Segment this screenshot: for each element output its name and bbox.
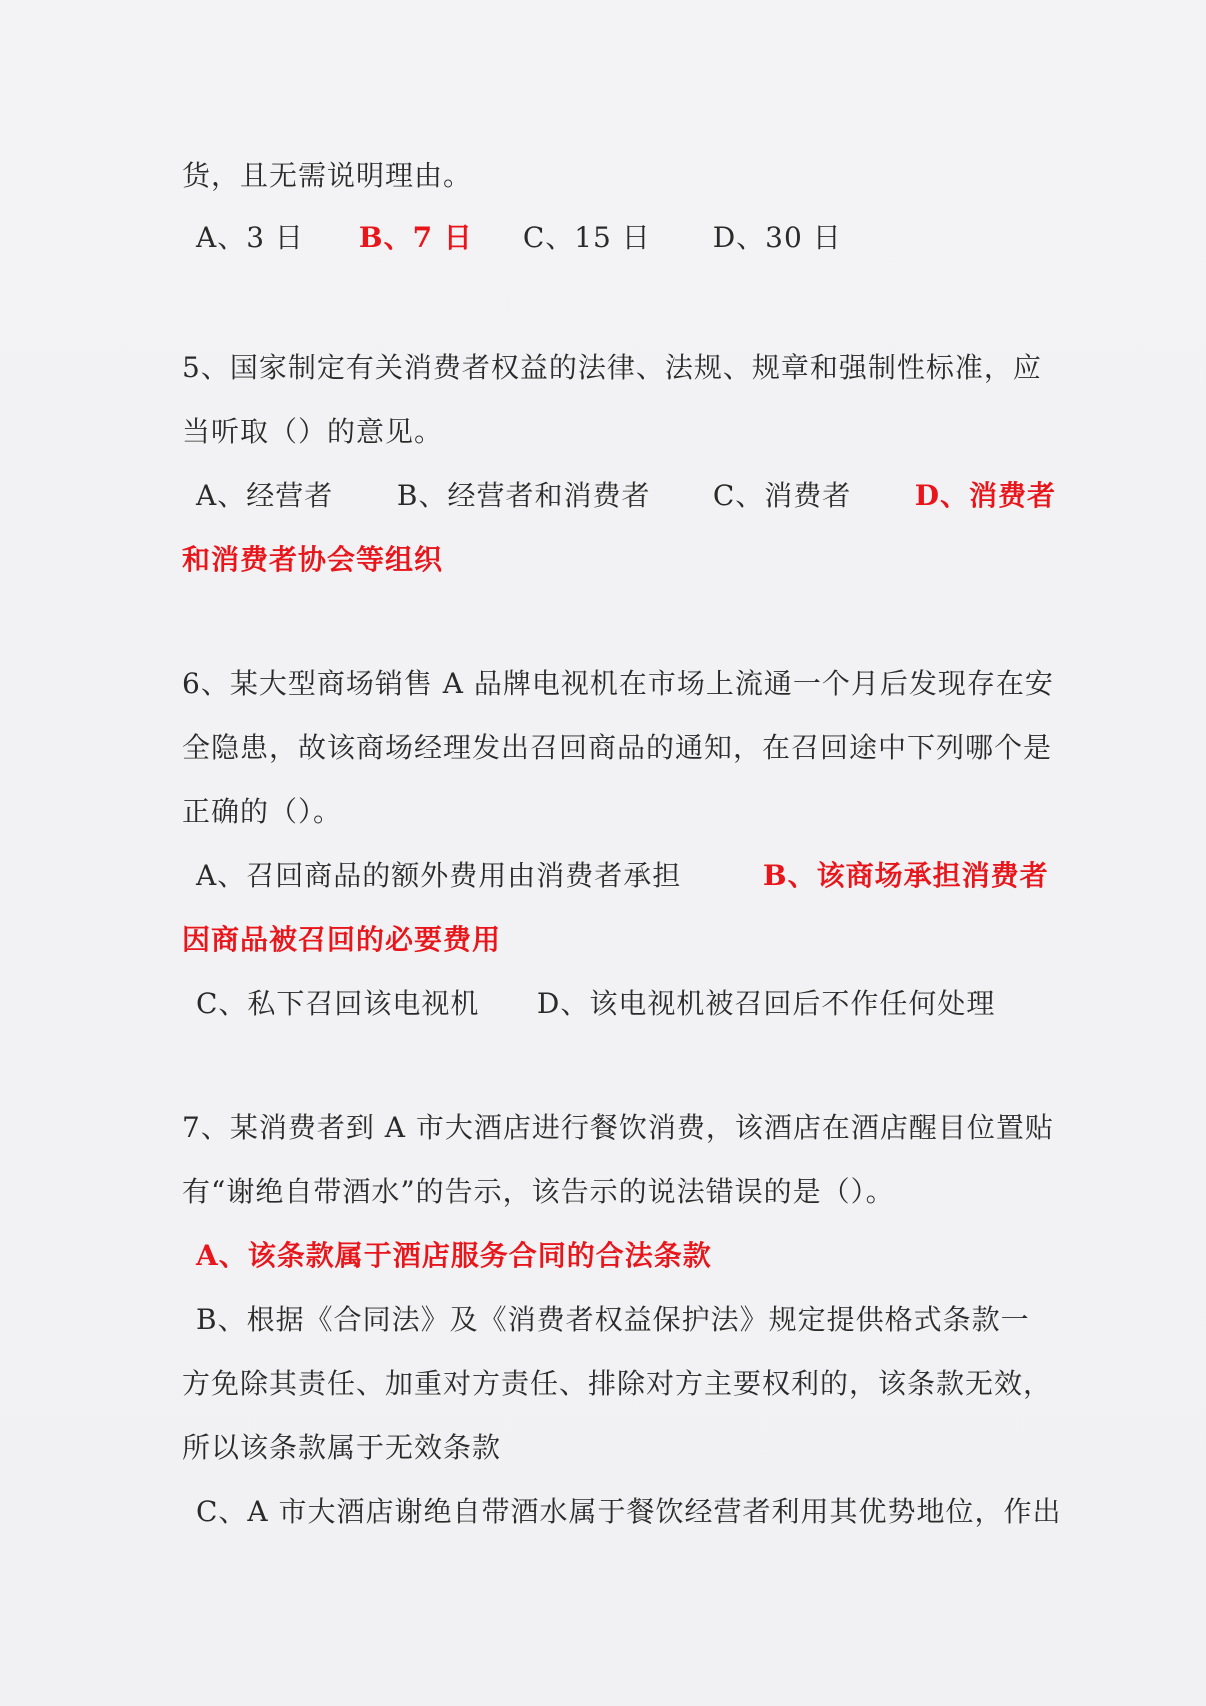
q5-options [182,476,1056,516]
q7-option-b-line2: 方免除其责任、加重对方责任、排除对方主要权利的，该条款无效， [182,1367,1053,1400]
q5-option-a: A、经营者 [196,479,334,512]
q4-option-c: C、15 日 [522,221,651,254]
q5-option-b: B、经营者和消费者 [396,479,651,512]
q6-options-row1 [182,856,1049,896]
q5-option-c: C、消费者 [712,479,852,512]
q5-stem-line1: 5、国家制定有关消费者权益的法律、法规、规章和强制性标准，应 [182,351,1042,384]
q6-option-b-answer-cont: 因商品被召回的必要费用 [182,923,502,956]
q6-options-row2 [182,984,995,1024]
q4-text-continuation [182,156,472,196]
q6-stem-line2: 全隐患，故该商场经理发出召回商品的通知，在召回途中下列哪个是 [182,731,1053,764]
q7-stem-line1: 7、某消费者到 A 市大酒店进行餐饮消费，该酒店在酒店醒目位置贴 [182,1111,1054,1144]
q4-continuation: 货，且无需说明理由。 [182,159,473,192]
q4-option-b-answer: B、7 日 [358,221,473,254]
q7-option-b-line3: 所以该条款属于无效条款 [182,1431,502,1464]
q5-option-d-answer-cont: 和消费者协会等组织 [182,543,444,576]
q7-option-a-answer: A、该条款属于酒店服务合同的合法条款 [196,1239,712,1272]
q6-stem-line1: 6、某大型商场销售 A 品牌电视机在市场上流通一个月后发现存在安 [182,667,1054,700]
q6-option-a: A、召回商品的额外费用由消费者承担 [196,859,682,892]
q6-option-d: D、该电视机被召回后不作任何处理 [536,987,996,1020]
q7-option-c-line1: C、A 市大酒店谢绝自带酒水属于餐饮经营者利用其优势地位，作出 [196,1495,1062,1528]
q5-stem-line2: 当听取（）的意见。 [182,415,444,448]
q5-option-d-answer: D、消费者 [914,479,1057,512]
q4-options [182,218,842,258]
q6-option-c: C、私下召回该电视机 [196,987,480,1020]
q6-stem-line3: 正确的（）。 [182,795,343,828]
q4-option-a: A、3 日 [196,221,304,254]
q7-stem-line2: 有“谢绝自带酒水”的告示，该告示的说法错误的是（）。 [182,1175,895,1208]
q6-option-b-answer: B、该商场承担消费者 [762,859,1049,892]
q4-option-d: D、30 日 [712,221,842,254]
q7-option-b-line1: B、根据《合同法》及《消费者权益保护法》规定提供格式条款一 [196,1303,1030,1336]
